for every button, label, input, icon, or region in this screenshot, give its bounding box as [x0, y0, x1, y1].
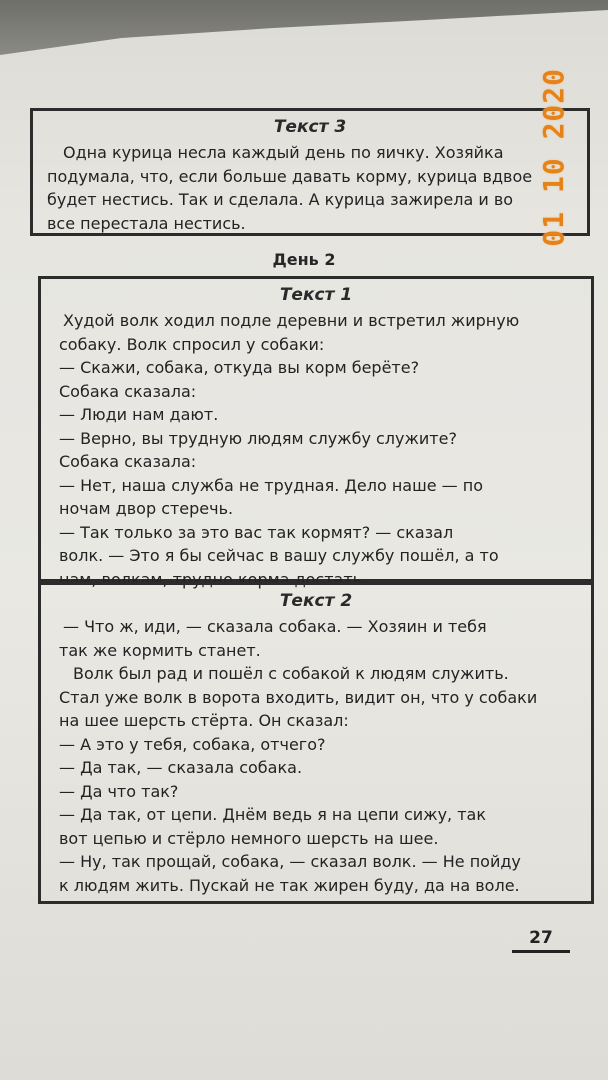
- text2-line: — Да что так?: [59, 781, 179, 801]
- text1-line: — Люди нам дают.: [59, 405, 219, 424]
- text2-line: — Что ж, иди, — сказала собака. — Хозяин и тебя: [63, 617, 487, 636]
- text1-line: собаку. Волк спросил у собаки:: [59, 334, 325, 354]
- day-heading: День 2: [272, 250, 336, 269]
- text3-line: будет нестись. Так и сделала. А курица зажирела и во: [47, 190, 514, 209]
- text1-line: ночам двор стеречь.: [59, 499, 234, 518]
- text1-line: — Скажи, собака, откуда вы корм берёте?: [59, 358, 420, 377]
- text2-line: — Да так, от цепи. Днём ведь я на цепи сижу, так: [59, 805, 486, 824]
- text1-line: Худой волк ходил подле деревни и встретил жирную: [63, 311, 520, 330]
- text2-line: — Ну, так прощай, собака, — сказал волк. — Не пойду: [59, 852, 521, 871]
- text2-line: к людям жить. Пускай не так жирен буду, да на воле.: [59, 875, 520, 895]
- text2-line: вот цепью и стёрло немного шерсть на шее.: [59, 828, 439, 848]
- text2-line: — А это у тебя, собака, отчего?: [59, 734, 326, 754]
- text2-line: на шее шерсть стёрта. Он сказал:: [59, 711, 349, 730]
- text3-line: все перестала нестись.: [47, 213, 246, 233]
- text1-box: [38, 276, 594, 589]
- text2-line: — Да так, — сказала собака.: [59, 758, 303, 777]
- text3-box: [30, 108, 590, 236]
- text2-line: Стал уже волк в ворота входить, видит он, что у собаки: [59, 687, 538, 707]
- text2-title: Текст 2: [279, 591, 353, 611]
- text3-title: Текст 3: [273, 117, 347, 137]
- text2-line: Волк был рад и пошёл с собакой к людям служить.: [73, 664, 509, 683]
- text3-line: подумала, что, если больше давать корму, курица вдвое: [47, 166, 533, 186]
- text1-line: — Нет, наша служба не трудная. Дело наше — по: [59, 475, 483, 495]
- text1-line: Собака сказала:: [59, 381, 197, 401]
- text1-line: волк. — Это я бы сейчас в вашу службу пошёл, а то: [59, 546, 499, 565]
- text2-box: [38, 582, 594, 904]
- text1-line: — Так только за это вас так кормят? — сказал: [59, 522, 454, 542]
- text1-line: нам, волкам, трудно корма достать.: [59, 569, 368, 589]
- photo-timestamp: 01 10 2020: [537, 68, 570, 247]
- text2-line: так же кормить станет.: [59, 640, 261, 660]
- text1-line: — Верно, вы трудную людям службу служите?: [59, 428, 457, 448]
- text1-title: Текст 1: [279, 285, 353, 305]
- text1-line: Собака сказала:: [59, 452, 197, 471]
- page-number: 27: [512, 928, 570, 953]
- text3-line: Одна курица несла каждый день по яичку. Хозяйка: [63, 143, 504, 162]
